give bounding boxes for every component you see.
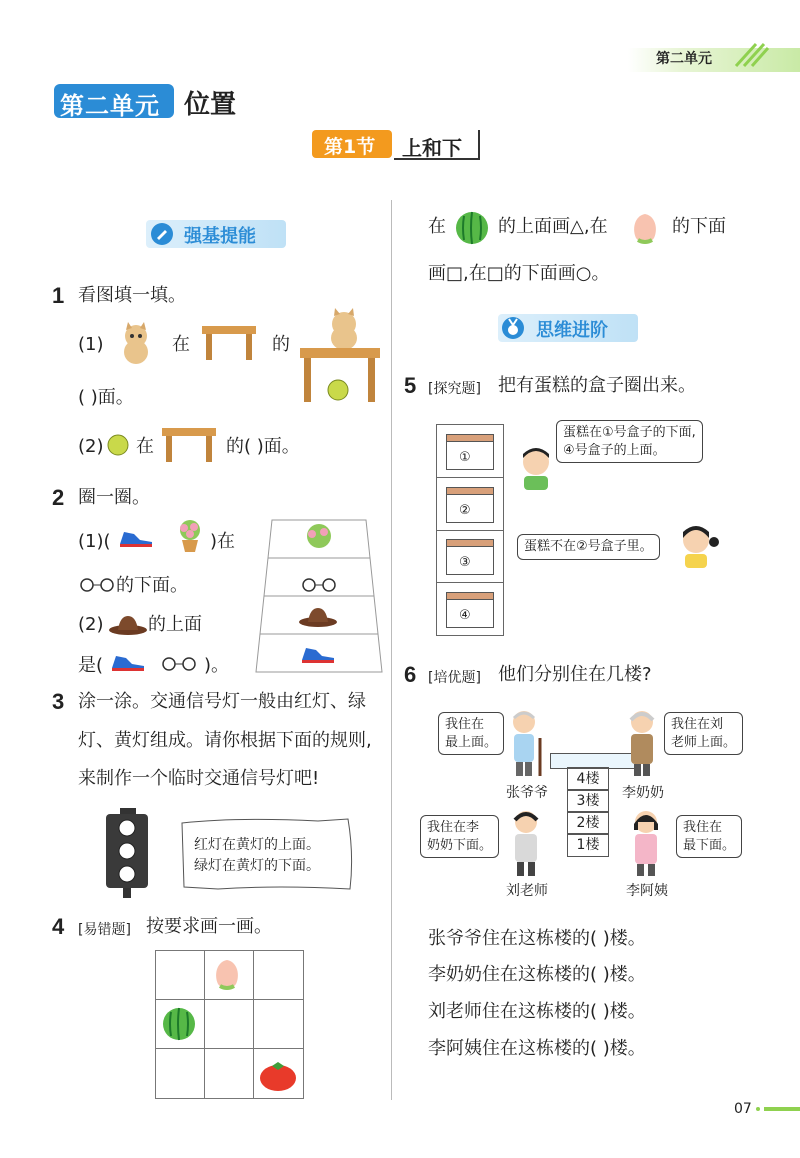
q5-bubble-2-text: 蛋糕不在②号盒子里。 xyxy=(524,539,653,554)
shelf-picture xyxy=(254,518,384,674)
footer-dot xyxy=(756,1107,760,1111)
q3-line-1: 涂一涂。交通信号灯一般由红灯、绿 xyxy=(78,691,366,712)
pencil-icon xyxy=(150,222,174,246)
q5-bubble-2 xyxy=(517,534,660,560)
q4-cont-zai: 在 xyxy=(428,216,446,237)
speech-zhang xyxy=(438,712,504,755)
section-number: 第1节 xyxy=(324,136,376,158)
glasses-icon-2 xyxy=(160,657,198,671)
q2-part1-zai: )在 xyxy=(210,531,236,552)
q1-prompt: 看图填一填。 xyxy=(78,285,186,306)
footer-bar xyxy=(764,1107,800,1111)
box-2-lid xyxy=(446,487,494,495)
speech-li-aunt-line-2: 最下面。 xyxy=(683,837,736,853)
cat-on-table-picture xyxy=(298,308,382,404)
boy-avatar xyxy=(516,444,556,492)
speech-li-grandma xyxy=(664,712,743,755)
grandpa-figure xyxy=(504,708,548,778)
traffic-light-icon xyxy=(104,806,150,898)
building-floor-4: 4楼 xyxy=(567,767,609,791)
q5-bubble-1-line-2: ④号盒子的上面。 xyxy=(563,442,666,458)
rule-line-2: 绿灯在黄灯的下面。 xyxy=(194,858,320,874)
speech-li-grandma-line-2: 老师上面。 xyxy=(671,734,737,750)
name-li-aunt: 李阿姨 xyxy=(626,883,668,899)
unit-header-label: 第二单元 xyxy=(656,51,712,67)
q6-prompt: 他们分别住在几楼? xyxy=(498,664,652,685)
box-3-label: ③ xyxy=(459,555,471,570)
box-1-lid xyxy=(446,434,494,442)
speech-li-aunt-line-1: 我住在 xyxy=(683,820,723,835)
flower-pot-icon xyxy=(172,518,208,554)
answer-liu: 刘老师住在这栋楼的( )楼。 xyxy=(428,1001,646,1022)
grandma-figure xyxy=(622,708,662,778)
q2-part2-above: 的上面 xyxy=(148,614,202,635)
q4-prompt: 按要求画一画。 xyxy=(146,916,272,937)
q1-part1-zai: 在 xyxy=(172,334,190,355)
unit-title-text: 第二单元 xyxy=(60,92,160,120)
box-4-label: ④ xyxy=(459,608,471,623)
q5-tag: [探究题] xyxy=(428,381,481,397)
q1-part1-blank: ( )面。 xyxy=(78,387,134,408)
q3-line-3: 来制作一个临时交通信号灯吧! xyxy=(78,768,320,789)
box-3-lid xyxy=(446,539,494,547)
unit-title-name: 位置 xyxy=(184,90,237,120)
column-divider xyxy=(391,200,392,1100)
table-icon xyxy=(200,322,258,362)
q2-part1-under: 的下面。 xyxy=(116,575,188,596)
q2-part1-open: (1)( xyxy=(78,531,111,552)
q2-part2-is: 是( xyxy=(78,655,104,676)
q6-number: 6 xyxy=(404,662,417,687)
building-floor-3: 3楼 xyxy=(567,789,609,813)
q2-part2-label: (2) xyxy=(78,614,104,635)
q5-number: 5 xyxy=(404,373,417,398)
unit-header-tab xyxy=(628,48,800,72)
rule-card-frame xyxy=(178,815,358,893)
name-liu: 刘老师 xyxy=(506,883,548,899)
q4-number: 4 xyxy=(52,914,65,939)
q3-number: 3 xyxy=(52,689,65,714)
speech-li-aunt xyxy=(676,815,742,858)
q4-tag: [易错题] xyxy=(78,922,131,938)
q6-tag: [培优题] xyxy=(428,670,481,686)
section-advanced-label: 思维进阶 xyxy=(536,320,608,341)
box-1-label: ① xyxy=(459,450,471,465)
peach-icon-2 xyxy=(628,208,662,246)
watermelon-icon xyxy=(161,1002,197,1042)
girl-avatar xyxy=(676,520,724,570)
shoe-icon-2 xyxy=(108,650,148,674)
peach-icon xyxy=(210,954,244,994)
name-zhang: 张爷爷 xyxy=(506,785,548,801)
hat-icon xyxy=(108,612,148,636)
page-number: 07 xyxy=(734,1101,752,1117)
speech-zhang-line-2: 最上面。 xyxy=(445,734,498,750)
q2-number: 2 xyxy=(52,485,65,510)
answer-zhang: 张爷爷住在这栋楼的( )楼。 xyxy=(428,928,646,949)
q3-line-2: 灯、黄灯组成。请你根据下面的规则, xyxy=(78,730,372,751)
teacher-figure xyxy=(504,808,548,878)
building-floor-1: 1楼 xyxy=(567,833,609,857)
speech-liu-line-1: 我住在李 xyxy=(427,820,480,835)
aunt-figure xyxy=(624,808,668,878)
glasses-icon xyxy=(78,578,116,592)
q4-cont-line2: 画□,在□的下面画○。 xyxy=(428,263,610,284)
q5-bubble-1-line-1: 蛋糕在①号盒子的下面, xyxy=(563,425,696,440)
tomato-icon xyxy=(258,1056,298,1092)
q2-part2-close: )。 xyxy=(204,655,230,676)
table-icon-2 xyxy=(160,424,218,464)
q1-number: 1 xyxy=(52,283,65,308)
building-floor-2: 2楼 xyxy=(567,811,609,835)
rule-line-1: 红灯在黄灯的上面。 xyxy=(194,837,320,853)
watermelon-icon-2 xyxy=(454,206,490,246)
speech-liu-line-2: 奶奶下面。 xyxy=(427,837,493,853)
q5-bubble-1 xyxy=(556,420,703,463)
q1-part2-label: (2) xyxy=(78,436,104,457)
q1-part2-blank: 的( )面。 xyxy=(226,436,300,457)
cat-icon xyxy=(116,320,156,368)
speech-liu xyxy=(420,815,499,858)
answer-li-grandma: 李奶奶住在这栋楼的( )楼。 xyxy=(428,964,646,985)
q4-cont-below: 的下面 xyxy=(672,216,726,237)
shoe-icon xyxy=(116,526,156,550)
ball-icon xyxy=(107,434,129,456)
speech-li-grandma-line-1: 我住在刘 xyxy=(671,717,724,732)
medal-icon xyxy=(501,316,525,340)
section-name: 上和下 xyxy=(402,136,462,160)
box-4-lid xyxy=(446,592,494,600)
speech-zhang-line-1: 我住在 xyxy=(445,717,485,732)
q4-cont-above: 的上面画△,在 xyxy=(498,216,608,237)
q1-part1-de: 的 xyxy=(272,334,290,355)
q2-prompt: 圈一圈。 xyxy=(78,487,150,508)
box-2-label: ② xyxy=(459,503,471,518)
q5-prompt: 把有蛋糕的盒子圈出来。 xyxy=(498,375,696,396)
q1-part1-label: (1) xyxy=(78,334,104,355)
name-li-grandma: 李奶奶 xyxy=(622,785,664,801)
header-stripes-icon xyxy=(734,42,770,68)
section-basic-label: 强基提能 xyxy=(184,226,256,247)
answer-li-aunt: 李阿姨住在这栋楼的( )楼。 xyxy=(428,1038,646,1059)
q1-part2-zai: 在 xyxy=(136,436,154,457)
